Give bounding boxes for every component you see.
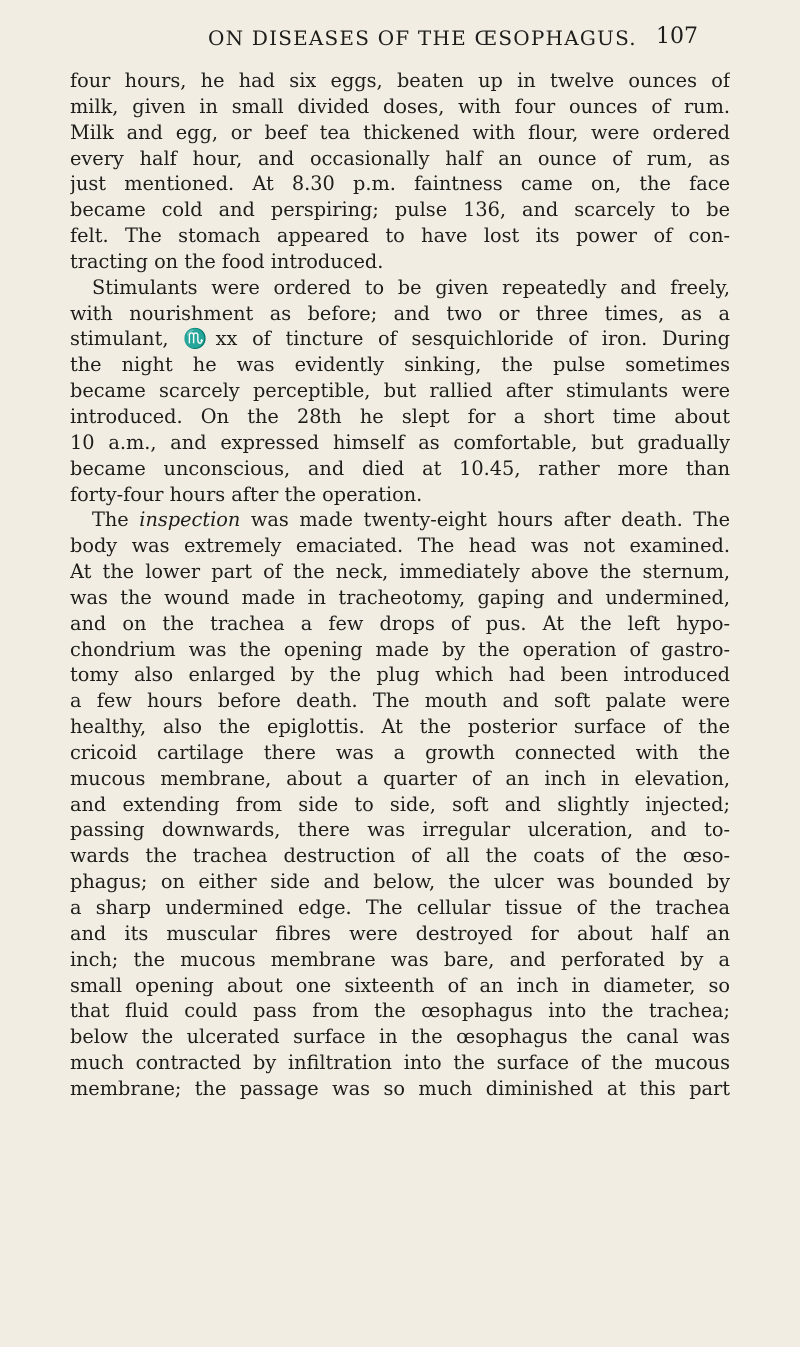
text-line: became scarcely perceptible, but rallied after stimulants were <box>70 379 730 403</box>
text-line: felt. The stomach appeared to have lost its power of con- <box>70 224 730 248</box>
body-text <box>70 68 730 1102</box>
text-line: and on the trachea a few drops of pus. At the left hypo- <box>70 611 730 635</box>
page-number: 107 <box>656 24 698 49</box>
text-line: chondrium was the opening made by the operation of gastro- <box>70 637 730 661</box>
text-line: tracting on the food introduced. <box>70 249 384 273</box>
text-line: cricoid cartilage there was a growth connected with the <box>70 740 730 764</box>
text-line: inch; the mucous membrane was bare, and perforated by a <box>70 947 730 971</box>
text-fragment: The <box>92 508 140 532</box>
text-line: stimulant, ♏xx of tincture of sesquichloride of iron. During <box>70 327 730 351</box>
text-line: a sharp undermined edge. The cellular tissue of the trachea <box>70 896 730 919</box>
text-line: healthy, also the epiglottis. At the posterior surface of the <box>70 715 730 739</box>
text-fragment: was made twenty-eight hours after death. The <box>240 508 730 532</box>
text-line: introduced. On the 28th he slept for a short time about <box>70 404 730 428</box>
text-line: much contracted by infiltration into the surface of the mucous <box>70 1051 730 1075</box>
text-line: every half hour, and occasionally half an ounce of rum, as <box>70 146 730 170</box>
running-title: ON DISEASES OF THE ŒSOPHAGUS. <box>208 26 637 50</box>
text-line: milk, given in small divided doses, with four ounces of rum. <box>70 94 730 118</box>
text-line: phagus; on either side and below, the ulcer was bounded by <box>70 870 730 894</box>
text-line: forty-four hours after the operation. <box>70 482 423 506</box>
text-line: was the wound made in tracheotomy, gaping and undermined, <box>70 585 730 609</box>
text-line: the night he was evidently sinking, the pulse sometimes <box>70 353 730 377</box>
text-line: mucous membrane, about a quarter of an inch in elevation, <box>70 766 730 790</box>
text-line: just mentioned. At 8.30 p.m. faintness came on, the face <box>70 172 730 196</box>
text-line: that fluid could pass from the œsophagus into the trachea; <box>70 999 730 1023</box>
text-line: small opening about one sixteenth of an inch in diameter, so <box>70 973 730 997</box>
text-line: passing downwards, there was irregular ulceration, and to- <box>70 818 730 842</box>
text-line: with nourishment as before; and two or three times, as a <box>70 301 730 325</box>
text-line: membrane; the passage was so much diminished at this part <box>70 1076 730 1100</box>
text-line: became unconscious, and died at 10.45, rather more than <box>70 456 730 480</box>
text-line-inspection <box>70 507 730 533</box>
text-line: body was extremely emaciated. The head was not examined. <box>70 534 730 558</box>
running-head <box>0 26 800 56</box>
inspection-word: inspection <box>139 508 241 532</box>
text-line: Milk and egg, or beef tea thickened with flour, were ordered <box>70 120 730 144</box>
text-line: below the ulcerated surface in the œsophagus the canal was <box>70 1025 730 1049</box>
text-line: and its muscular fibres were destroyed for about half an <box>70 921 730 945</box>
text-line: Stimulants were ordered to be given repeatedly and freely, <box>92 275 730 299</box>
text-line: tomy also enlarged by the plug which had been introduced <box>70 663 730 687</box>
text-line: became cold and perspiring; pulse 136, and scarcely to be <box>70 198 730 222</box>
text-line: four hours, he had six eggs, beaten up in twelve ounces of <box>70 69 730 92</box>
text-line: a few hours before death. The mouth and soft palate were <box>70 689 730 713</box>
text-line: At the lower part of the neck, immediately above the sternum, <box>70 560 730 584</box>
text-line: and extending from side to side, soft and slightly injected; <box>70 792 730 816</box>
text-line: 10 a.m., and expressed himself as comfortable, but gradually <box>70 430 730 454</box>
text-line: wards the trachea destruction of all the coats of the œso- <box>70 844 730 868</box>
